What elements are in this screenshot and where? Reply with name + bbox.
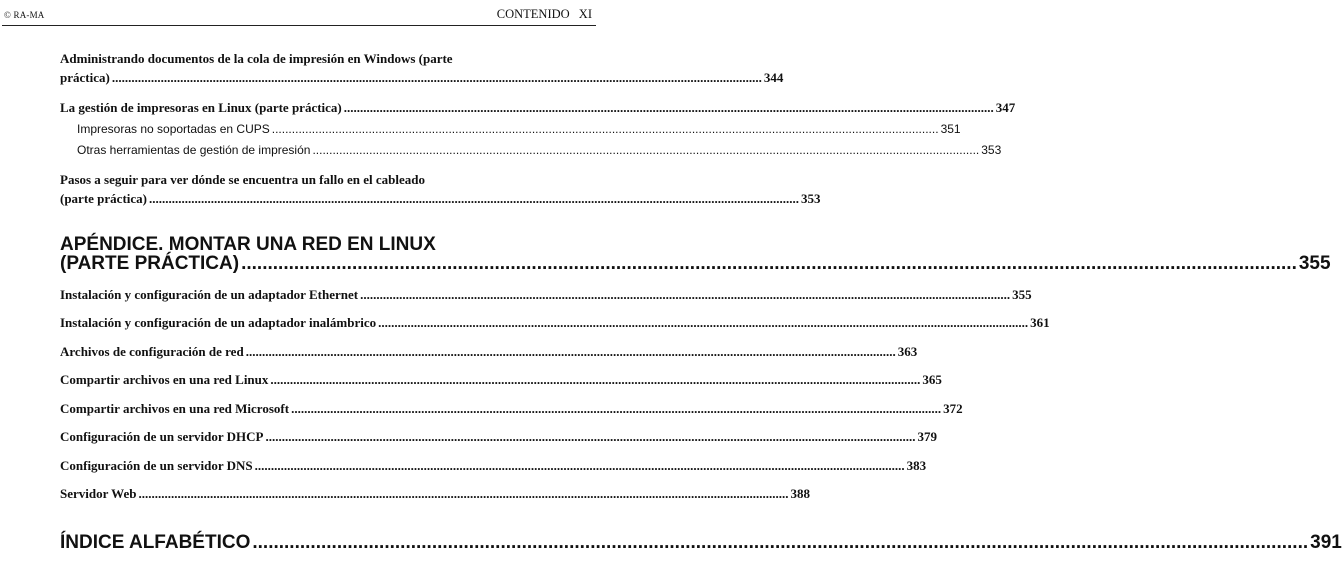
toc-entry-page: 372 bbox=[943, 401, 963, 416]
leader-dots: ........................................................................................................................................................................................................ bbox=[111, 70, 762, 85]
toc-entry-page: 363 bbox=[897, 344, 918, 359]
toc-entry-servidor-web bbox=[60, 486, 810, 502]
toc-subentry-title: Impresoras no soportadas en CUPS bbox=[77, 122, 270, 136]
toc-subentry-page: 353 bbox=[981, 143, 1002, 157]
toc-entry-compartir-linux bbox=[60, 372, 942, 388]
leader-dots: ........................................................................................................................................................................................................ bbox=[378, 315, 1029, 330]
toc-entry-page: 383 bbox=[906, 458, 927, 473]
toc-entry-title: Compartir archivos en una red Microsoft bbox=[60, 401, 290, 416]
leader-dots: ........................................................................................................................................................................................................ bbox=[252, 532, 1309, 553]
leader-dots: ........................................................................................................................................................................................................ bbox=[138, 486, 789, 501]
toc-entry-title-line1: Administrando documentos de la cola de impresión en Windows (parte bbox=[60, 51, 453, 66]
toc-chapter-page: 391 bbox=[1310, 532, 1342, 553]
toc-subentry-title: Otras herramientas de gestión de impresión bbox=[77, 143, 311, 157]
toc-subentry-page: 351 bbox=[940, 122, 961, 136]
header-rule bbox=[2, 25, 596, 26]
toc-entry-cola-impresion-windows bbox=[60, 51, 784, 86]
leader-dots: ........................................................................................................................................................................................................ bbox=[343, 100, 994, 115]
toc-entry-impresoras-linux bbox=[60, 100, 1016, 116]
leader-dots: ........................................................................................................................................................................................................ bbox=[265, 429, 916, 444]
leader-dots: ........................................................................................................................................................................................................ bbox=[270, 372, 921, 387]
toc-entry-title: Instalación y configuración de un adaptador inalámbrico bbox=[60, 315, 377, 330]
toc-chapter-indice-alfabetico bbox=[60, 532, 1342, 553]
toc-entry-title-line2: (parte práctica) bbox=[60, 191, 147, 206]
publisher-label: © RA-MA bbox=[4, 10, 45, 20]
toc-entry-page: 355 bbox=[1012, 287, 1032, 302]
toc-entry-title: La gestión de impresoras en Linux (parte práctica) bbox=[60, 100, 342, 115]
toc-entry-page: 353 bbox=[801, 191, 821, 206]
leader-dots: ........................................................................................................................................................................................................ bbox=[245, 344, 896, 359]
toc-entry-archivos-configuracion bbox=[60, 344, 918, 360]
toc-entry-title: Instalación y configuración de un adaptador Ethernet bbox=[60, 287, 359, 302]
toc-entry-title: Archivos de configuración de red bbox=[60, 344, 244, 359]
toc-entry-page: 347 bbox=[995, 100, 1016, 115]
toc-entry-adaptador-inalambrico bbox=[60, 315, 1050, 331]
leader-dots: ........................................................................................................................................................................................................ bbox=[360, 287, 1011, 302]
toc-chapter-title: ÍNDICE ALFABÉTICO bbox=[60, 532, 251, 553]
toc-entry-page: 365 bbox=[922, 372, 942, 387]
leader-dots: ........................................................................................................................................................................................................ bbox=[271, 122, 939, 136]
toc-entry-title: Configuración de un servidor DHCP bbox=[60, 429, 264, 444]
toc-chapter-title-line2: (PARTE PRÁCTICA) bbox=[60, 253, 240, 274]
toc-entry-page: 344 bbox=[763, 70, 784, 85]
toc-entry-compartir-microsoft bbox=[60, 401, 963, 417]
toc-entry-title: Configuración de un servidor DNS bbox=[60, 458, 253, 473]
toc-entry-adaptador-ethernet bbox=[60, 287, 1032, 303]
toc-entry-fallo-cableado bbox=[60, 172, 821, 207]
toc-entry-page: 379 bbox=[917, 429, 937, 444]
toc-chapter-apendice bbox=[60, 234, 1331, 274]
toc-entry-title-line2: práctica) bbox=[60, 70, 110, 85]
toc-subentry-otras-herramientas bbox=[60, 143, 1002, 157]
leader-dots: ........................................................................................................................................................................................................ bbox=[241, 253, 1297, 274]
toc-entry-page: 361 bbox=[1030, 315, 1050, 330]
leader-dots: ........................................................................................................................................................................................................ bbox=[312, 143, 980, 157]
toc-entry-servidor-dns bbox=[60, 458, 927, 474]
toc-subentry-no-soportadas-cups bbox=[60, 122, 961, 136]
running-title: CONTENIDO XI bbox=[496, 7, 592, 21]
toc-entry-page: 388 bbox=[790, 486, 810, 501]
toc-entry-title-line1: Pasos a seguir para ver dónde se encuentra un fallo en el cableado bbox=[60, 172, 425, 187]
leader-dots: ........................................................................................................................................................................................................ bbox=[291, 401, 942, 416]
toc-entry-title: Compartir archivos en una red Linux bbox=[60, 372, 269, 387]
leader-dots: ........................................................................................................................................................................................................ bbox=[149, 191, 799, 206]
toc-entry-servidor-dhcp bbox=[60, 429, 937, 445]
toc-chapter-page: 355 bbox=[1298, 253, 1331, 274]
toc-chapter-title-line1: APÉNDICE. MONTAR UNA RED EN LINUX bbox=[60, 234, 436, 255]
page-header bbox=[0, 0, 600, 26]
leader-dots: ........................................................................................................................................................................................................ bbox=[254, 458, 905, 473]
toc-entry-title: Servidor Web bbox=[60, 486, 137, 501]
